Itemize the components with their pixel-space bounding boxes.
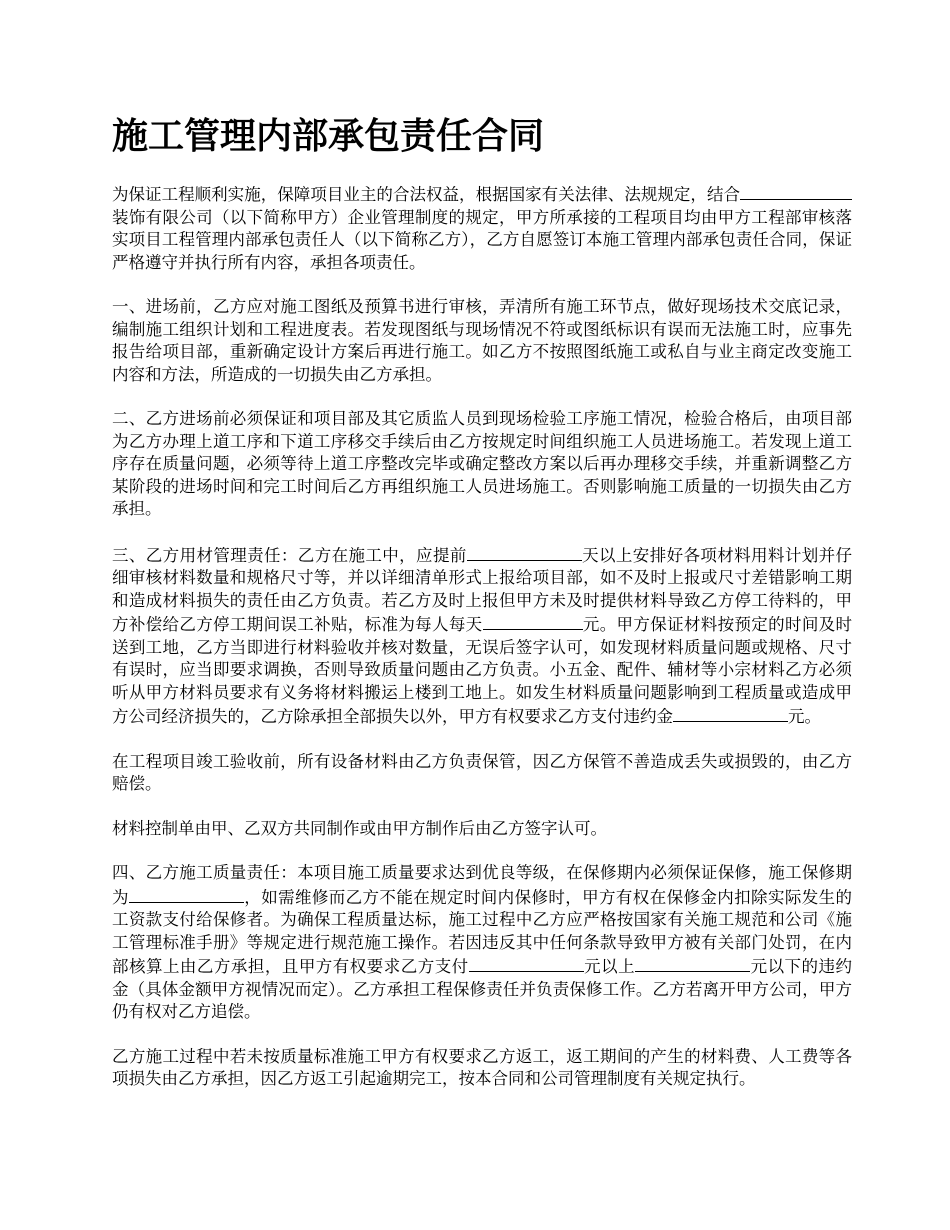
- blank-company-name: [740, 182, 852, 200]
- clause-3-text-b: 天以上安排好各项材料用料计划并仔细审核材料数量和规格尺寸等，并以详细清单形式上报给项目部，如不及时上报或尺寸差错影响工期和造成材料损失的责任由乙方负责。若乙方及时上报但甲方未及时提供材料导致乙方停工待料的，甲方补偿给乙方停工期间误工补贴，标准为每人每天: [112, 545, 853, 634]
- preamble-text-a: 为保证工程顺利实施，保障项目业主的合法权益，根据国家有关法律、法规规定，结合: [112, 185, 740, 204]
- paragraph-material-control: 材料控制单由甲、乙双方共同制作或由甲方制作后由乙方签字认可。: [112, 818, 607, 838]
- paragraph-clause-2: 二、乙方进场前必须保证和项目部及其它质监人员到现场检验工序施工情况，检验合格后，由项目部为乙方办理上道工序和下道工序移交手续后由乙方按规定时间组织施工人员进场施工。若发现上道工序存在质量问题，必须等待上道工序整改完毕或确定整改方案以后再办理移交手续，并重新调整乙方某阶段的进场时间和完工时间后乙方再组织施工人员进场施工。否则影响施工质量的一切损失由乙方承担。: [112, 409, 852, 518]
- blank-days: [467, 543, 582, 561]
- preamble-text-b: 装饰有限公司（以下简称甲方）企业管理制度的规定，甲方所承接的工程项目均由甲方工程部审核落实项目工程管理内部承包责任人（以下简称乙方），乙方自愿签订本施工管理内部承包责任合同，保证严格遵守并执行所有内容，承担各项责任。: [112, 207, 852, 272]
- clause-3-text-d: 元。: [788, 707, 821, 726]
- paragraph-clause-1: 一、进场前，乙方应对施工图纸及预算书进行审核，弄清所有施工环节点，做好现场技术交底记录，编制施工组织计划和工程进度表。若发现图纸与现场情况不符或图纸标识有误而无法施工时，应事先报告给项目部，重新确定设计方案后再进行施工。如乙方不按照图纸施工或私自与业主商定改变施工内容和方法，所造成的一切损失由乙方承担。: [112, 297, 852, 384]
- blank-penalty-amount: [673, 704, 788, 722]
- paragraph-clause-3: [112, 543, 852, 729]
- blank-warranty-period: [129, 885, 244, 903]
- blank-daily-subsidy: [483, 612, 583, 630]
- clause-4-text-c: 元以上: [583, 957, 636, 976]
- paragraph-rework: 乙方施工过程中若未按质量标准施工甲方有权要求乙方返工，返工期间的产生的材料费、人工费等各项损失由乙方承担，因乙方返工引起逾期完工，按本合同和公司管理制度有关规定执行。: [112, 1046, 852, 1088]
- blank-min-penalty: [469, 954, 584, 972]
- blank-max-penalty: [635, 954, 750, 972]
- paragraph-preamble: [112, 182, 852, 274]
- paragraph-custody: 在工程项目竣工验收前，所有设备材料由乙方负责保管，因乙方保管不善造成丢失或损毁的，由乙方赔偿。: [112, 751, 852, 793]
- paragraph-clause-4: [112, 862, 852, 1024]
- document-title: 施工管理内部承包责任合同: [112, 115, 545, 157]
- clause-3-text-a: 三、乙方用材管理责任：乙方在施工中，应提前: [112, 545, 467, 565]
- clause-3-text-c: 元。甲方保证材料按预定的时间及时送到工地，乙方当即进行材料验收并核对数量，无误后签字认可，如发现材料质量问题或规格、尺寸有误时，应当即要求调换，否则导致质量问题由乙方负责。小五金、配件、辅材等小宗材料乙方必须听从甲方材料员要求有义务将材料搬运上楼到工地上。如发生材料质量问题影响到工程质量或造成甲方公司经济损失的，乙方除承担全部损失以外，甲方有权要求乙方支付违约金: [112, 615, 853, 726]
- document-page: [112, 112, 852, 1113]
- clause-4-text-a: 四、乙方施工质量责任：本项目施工质量要求达到优良等级，在保修期内必须保证保修，施工保修期为: [112, 863, 852, 907]
- clause-4-text-b: ，如需维修而乙方不能在规定时间内保修时，甲方有权在保修金内扣除实际发生的工资款支付给保修者。为确保工程质量达标，施工过程中乙方应严格按国家有关施工规范和公司《施工管理标准手册》等规定进行规范施工操作。若因违反其中任何条款导致甲方被有关部门处罚，在内部核算上由乙方承担，且甲方有权要求乙方支付: [112, 887, 853, 976]
- clause-4-text-d: 元以下的违约金（具体金额甲方视情况而定）。乙方承担工程保修责任并负责保修工作。乙方若离开甲方公司，甲方仍有权对乙方追偿。: [112, 957, 853, 1021]
